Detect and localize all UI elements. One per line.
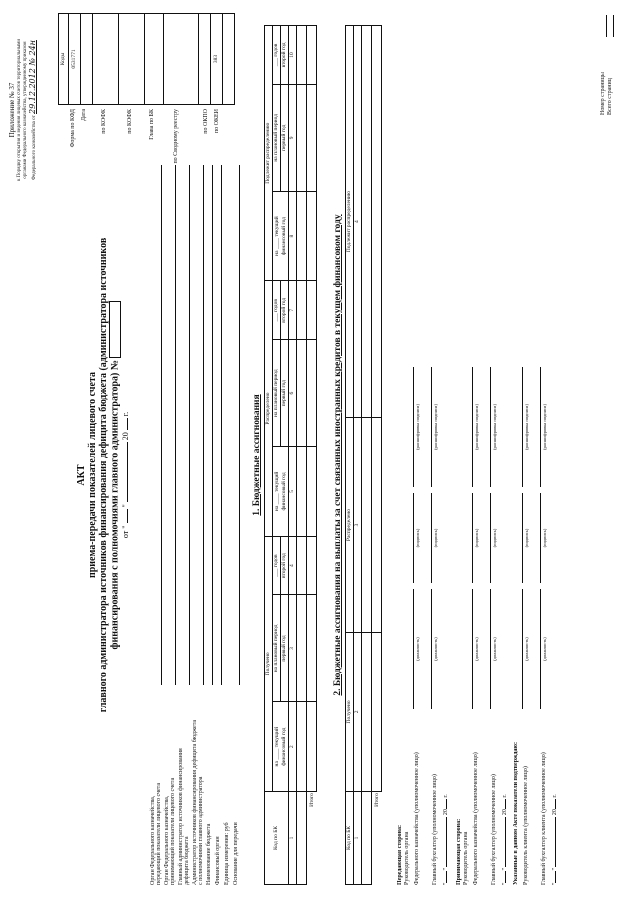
s2-num-2: 2 [354,632,362,791]
appendix-title: Приложение № 37 [8,82,16,138]
s1-rcv-years: ___ годов [273,536,281,595]
s1-num-1: 1 [289,792,297,885]
sig-confirmed: Указанные в данном Акте показатели подтверждаю: [513,741,519,885]
label-transfer-fk-2: передающий показатели лицевого счета [156,782,162,885]
section-1-table [264,25,317,885]
label-basis: Основание для передачи [233,822,239,885]
s1-rcv-first: первый год [281,595,289,702]
codes-svod-value [164,14,199,105]
s1-sub-current: на ____ текущий финансовый год [273,191,289,281]
label-okpo: по ОКПО [203,109,209,134]
s1-sub-first: первый год [281,84,289,191]
section-2-title: 2. Бюджетные ассигнования на выплаты за счет связанных иностранных кредитов в текущем финансовом году [333,214,343,696]
label-svod: по Сводному реестру [173,109,179,164]
label-admin-2: с полномочиями главного администратора [198,776,204,885]
header-fields [148,165,240,885]
s1-num-10: 10 [289,26,297,85]
field-transfer-fk [148,165,162,885]
title-line-2: главного администратора источников финансирования дефицита бюджета (администратора источников [98,237,109,713]
sig-client-head: Руководитель клиента (уполномоченное лицо) [523,766,529,885]
sig-date-2-q2: " [502,868,508,871]
s1-data-row [297,26,307,885]
s1-rcv-second: второй год [281,536,289,595]
sig-date-3-q: " [552,882,558,885]
title-line-3-text: финансирования с полномочиями главного администратора) № [109,360,121,650]
title-date-year: 20 [121,432,130,441]
s2-total-label: Итого [373,793,380,807]
appendix-line-2: органами Федерального казначейства, утвержденному приказом [23,41,28,179]
field-admin [190,165,204,885]
codes-basis-value [223,14,235,105]
s1-rcv-plan: на плановый период [273,595,281,702]
sig-cap-position-2: (должность) [433,637,438,661]
label-budget-name: Наименование бюджета [206,823,212,885]
label-form-kfd: Форма по КФД [70,109,76,148]
s2-total-row [372,26,382,885]
sig-cap-position-3: (должность) [474,637,479,661]
section-1-title: 1. Бюджетные ассигнования [252,394,262,516]
s1-kbk-header: Код по БК [265,792,289,885]
sig-cap-decoding-1: (расшифровка подписи) [415,404,420,450]
codes-form-value: 0531771 [69,14,81,105]
sig-cap-signature-4: (подпись) [492,528,497,548]
s2-subject-header: Подлежит распределению [346,26,354,418]
appendix-handwritten-ref: 29.12.2012 № 24н [28,40,37,114]
codes-header: Коды [59,14,69,105]
codes-kofk-value [93,14,119,105]
s2-num-1: 1 [354,792,362,885]
sig-row-client-acc [534,25,548,885]
sig-date-3-g: г. [552,794,558,798]
field-basis [231,165,240,885]
s1-dst-first: первый год [281,340,289,447]
sig-date-2-year: 20 [502,809,508,816]
page-number-row [600,15,607,115]
sig-receiving: Принимающая сторона: [456,818,462,885]
sig-date-1 [443,25,450,885]
page-numbering [600,15,614,115]
sig-cap-decoding-6: (расшифровка подписи) [542,404,547,450]
s1-distributed-header: Распределено [265,281,273,536]
s1-dst-plan: на плановый период [273,340,281,447]
s1-num-6: 6 [289,340,297,447]
s1-dst-second: второй год [281,281,289,340]
label-receive-fk-1: Орган Федерального казначейства, [164,795,170,885]
title-date-suffix: г. [121,411,130,417]
label-kofk-2: по КОФК [127,109,133,134]
appendix-line-3-prefix: Федерального казначейства от [32,115,37,180]
s1-num-7: 7 [289,281,297,340]
codes-gbk-value [145,14,164,105]
s2-data-row [362,26,372,885]
sig-cap-decoding-4: (расшифровка подписи) [492,404,497,450]
s2-num-4: 4 [354,26,362,418]
s1-total-row [307,26,317,885]
codes-date-value [81,14,93,105]
sig-date-3-q2: " [552,868,558,871]
field-unit [222,165,231,885]
sig-date-1-g: г. [443,794,449,798]
codes-kofk2-value [119,14,145,105]
sig-head-of-body-1: Руководитель органа [404,831,410,885]
s1-subject-header: Подлежит распределению [265,26,273,281]
label-date: Дата [81,109,87,121]
sig-transferring: Передающая сторона: [397,824,403,885]
s2-distributed-header: Распределено [346,418,354,633]
sig-cap-signature-6: (подпись) [542,528,547,548]
s1-dst-years: ___ годов [273,281,281,340]
label-chief-admin-1: Главный администратор источников финансирования [178,748,184,885]
title-date-prefix: от " [121,525,130,539]
s2-kbk-header: Код по БК [346,792,354,885]
sig-fk-auth-1: Федерального казначейства (уполномоченное лицо) [414,752,420,885]
signatures [395,25,559,885]
sig-date-1-year: 20 [443,809,449,816]
sig-row-fk-head [411,25,421,885]
s2-received-header: Получено [346,632,354,791]
s1-received-header: Получено [265,536,273,791]
codes-okei-value: 383 [211,14,223,105]
label-admin-1: Администратор источников финансирования дефицита бюджета [192,719,198,885]
section-2 [333,25,382,885]
s1-num-2: 2 [289,702,297,792]
act-number-box [109,301,121,358]
sig-date-1-q2: " [443,868,449,871]
codes-table [58,13,235,105]
s1-num-4: 4 [289,536,297,595]
sig-row-fk-acc-2 [484,25,498,885]
sig-cap-position-5: (должность) [524,637,529,661]
sig-cap-position-4: (должность) [492,637,497,661]
sig-cap-signature-3: (подпись) [474,528,479,548]
codes-table-wrap [58,13,235,105]
label-transfer-fk-1: Орган Федерального казначейства, [150,795,156,885]
sig-cap-position-1: (должность) [415,637,420,661]
s1-num-3: 3 [289,595,297,702]
title-act: АКТ [76,464,87,486]
sig-fk-auth-2: Федерального казначейства (уполномоченное лицо) [473,752,479,885]
sig-cap-signature-5: (подпись) [524,528,529,548]
sig-date-2 [502,25,509,885]
sig-date-3 [552,25,559,885]
sig-date-2-q: " [502,882,508,885]
sig-chief-acc-1: Главный бухгалтер (уполномоченное лицо) [432,774,438,885]
sig-head-of-body-2: Руководитель органа [463,831,469,885]
title-line-3 [109,165,121,785]
s1-rcv-current: на ____ текущий финансовый год [273,702,289,792]
sig-date-3-year: 20 [552,809,558,816]
label-okei: по ОКЕИ [214,109,220,134]
sig-row-client-head [520,25,530,885]
section-1 [252,25,317,885]
appendix-line-1: к Порядку открытия и ведения лицевых счетов территориальными [17,38,22,182]
sig-row-fk-acc [425,25,439,885]
field-fin-body [213,165,222,885]
title-date-mid: " [121,504,130,508]
s1-sub-second: второй год [281,26,289,85]
sig-cap-decoding-5: (расшифровка подписи) [524,404,529,450]
sig-chief-acc-2: Главный бухгалтер (уполномоченное лицо) [491,774,497,885]
page-total-label: Всего страниц [607,78,613,115]
field-chief-admin [176,165,190,885]
label-unit: Единица измерения: руб [224,822,230,885]
title-block [76,165,131,785]
s1-total-label: Итого [308,793,315,807]
sig-date-1-q: " [443,882,449,885]
sig-cap-signature-1: (подпись) [415,528,420,548]
codes-okpo-value [199,14,211,105]
section-2-table [345,25,382,885]
label-fin-body: Финансовый орган [215,836,221,885]
sig-cap-position-6: (должность) [542,637,547,661]
field-budget-name [204,165,213,885]
s1-sub-years: ___ годов [273,26,281,85]
label-kofk: по КОФК [101,109,107,134]
label-gbk: Глава по БК [149,109,155,140]
label-receive-fk-2: принимающий показатели лицевого счета [170,777,176,885]
sig-cap-decoding-2: (расшифровка подписи) [433,404,438,450]
sig-cap-signature-2: (подпись) [433,528,438,548]
title-line-1: приема-передачи показателей лицевого счета [87,371,98,579]
field-receive-fk [162,165,176,885]
s1-num-5: 5 [289,447,297,537]
appendix-line-3 [29,15,39,205]
s1-num-8: 8 [289,191,297,281]
sig-client-acc: Главный бухгалтер клиента (уполномоченное лицо) [541,752,547,885]
page-number-label: Номер страницы [600,72,606,115]
s1-sub-plan: на плановый период [273,84,281,191]
appendix-block [8,15,39,205]
s2-num-3: 3 [354,418,362,633]
s1-dst-current: на ____ текущий финансовый год [273,447,289,537]
label-chief-admin-2: дефицита бюджета [184,836,190,885]
title-date [121,165,131,785]
sig-date-2-g: г. [502,794,508,798]
sig-row-fk-head-2 [470,25,480,885]
sig-cap-decoding-3: (расшифровка подписи) [474,404,479,450]
s1-num-9: 9 [289,84,297,191]
page-total-row [607,15,614,115]
